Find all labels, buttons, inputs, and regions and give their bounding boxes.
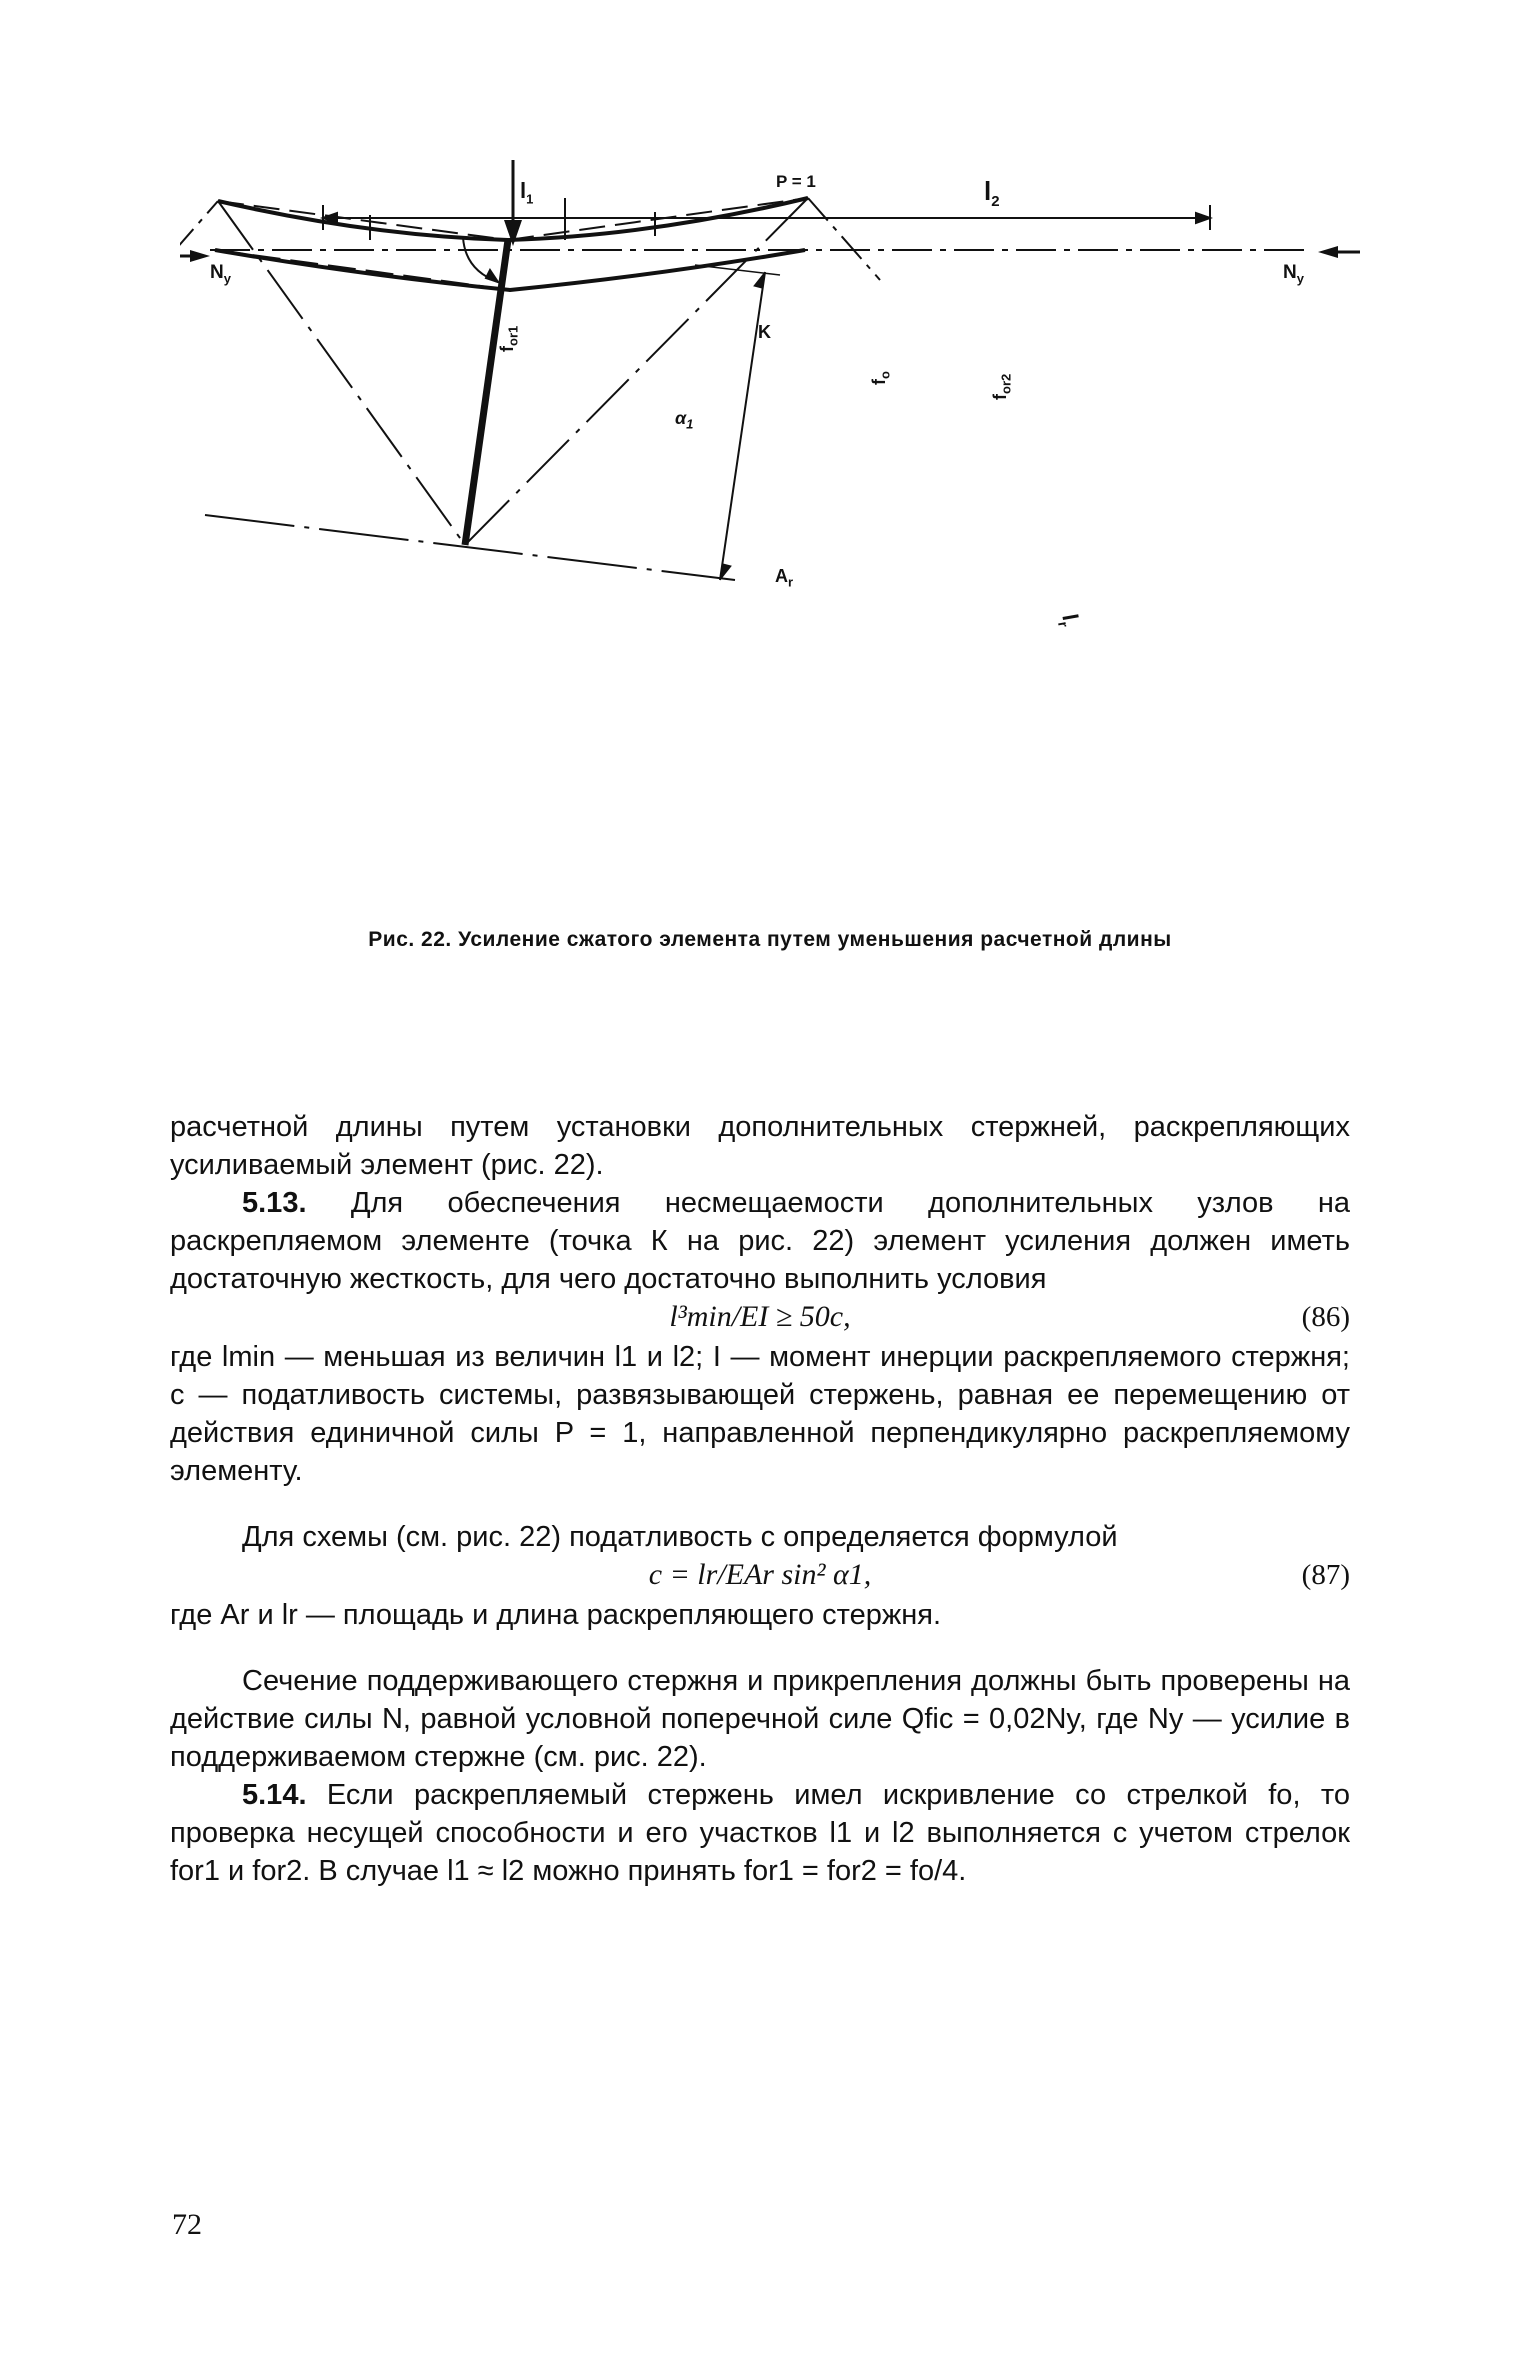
label-for1: $f_{or1}$ xyxy=(497,325,521,352)
paragraph-5-14-text: Если раскрепляемый стержень имел искривление со стрелкой fo, то проверка несущей способности и его участков l1 и l2 выполняется с учетом стрелок for1 и for2. В случае l1 ≈ l2 можно принять for1 = for2 = fo/4. xyxy=(170,1779,1350,1887)
label-p: P = 1 xyxy=(776,172,816,191)
label-l1: $l_1$ xyxy=(520,178,534,207)
paragraph-scheme: Для схемы (см. рис. 22) податливость c определяется формулой xyxy=(242,1521,1118,1553)
page-number: 72 xyxy=(172,2208,202,2241)
paragraph-5-13-text: Для обеспечения несмещаемости дополнительных узлов на раскрепляемом элементе (точка К на рис. 22) элемент усиления должен иметь достаточную жесткость, для чего достаточно выполнить условия xyxy=(170,1187,1351,1295)
paragraph-definitions: где lmin — меньшая из величин l1 и l2; I — момент инерции раскрепляемого стержня; c — податливость системы, развязывающей стержень, равная ее перемещению от действия единичной силы P = 1, направленной перпендикулярно раскрепляемому элементу. xyxy=(170,1341,1350,1487)
label-for2: $f_{or2}$ xyxy=(990,373,1014,400)
paragraph-intro: расчетной длины путем установки дополнительных стержней, раскрепляющих усиливаемый элемент (рис. 22). xyxy=(170,1111,1350,1181)
equation-87-number: (87) xyxy=(1301,1559,1350,1591)
equation-86-expression: l³min/EI ≥ 50c, xyxy=(669,1300,851,1333)
label-lr: $l_r$ xyxy=(1055,612,1084,629)
paragraph-5-14 xyxy=(170,1776,1350,1890)
label-fo: $f_o$ xyxy=(869,371,893,385)
label-ny-left: $N_y$ xyxy=(210,262,231,286)
paragraph-area-length: где Ar и lr — площадь и длина раскрепляющего стержня. xyxy=(170,1599,942,1631)
body-text xyxy=(170,1108,1350,1890)
label-ar: $A_r$ xyxy=(775,566,794,590)
section-number: 5.13. xyxy=(242,1187,307,1219)
paragraph-section-check: Сечение поддерживающего стержня и прикрепления должны быть проверены на действие силы N, равной условной поперечной силе Qfic = 0,02Ny, где Ny — усилие в поддерживаемом стержне (см. рис. 22). xyxy=(170,1665,1350,1773)
label-alpha1: $\alpha_1$ xyxy=(675,408,694,432)
label-k: K xyxy=(758,322,771,342)
figure-caption: Рис. 22. Усиление сжатого элемента путем уменьшения расчетной длины xyxy=(368,928,1172,951)
equation-86-number: (86) xyxy=(1301,1301,1350,1333)
equation-86 xyxy=(170,1298,1350,1338)
figure-label-layer xyxy=(0,0,1535,1000)
paragraph-5-13 xyxy=(170,1184,1350,1298)
label-l2: $l_2$ xyxy=(984,176,1000,211)
section-number-514: 5.14. xyxy=(242,1779,307,1811)
equation-87 xyxy=(170,1556,1350,1596)
label-ny-right: $N_y$ xyxy=(1283,262,1304,286)
equation-87-expression: c = lr/EAr sin² α1, xyxy=(648,1558,872,1591)
